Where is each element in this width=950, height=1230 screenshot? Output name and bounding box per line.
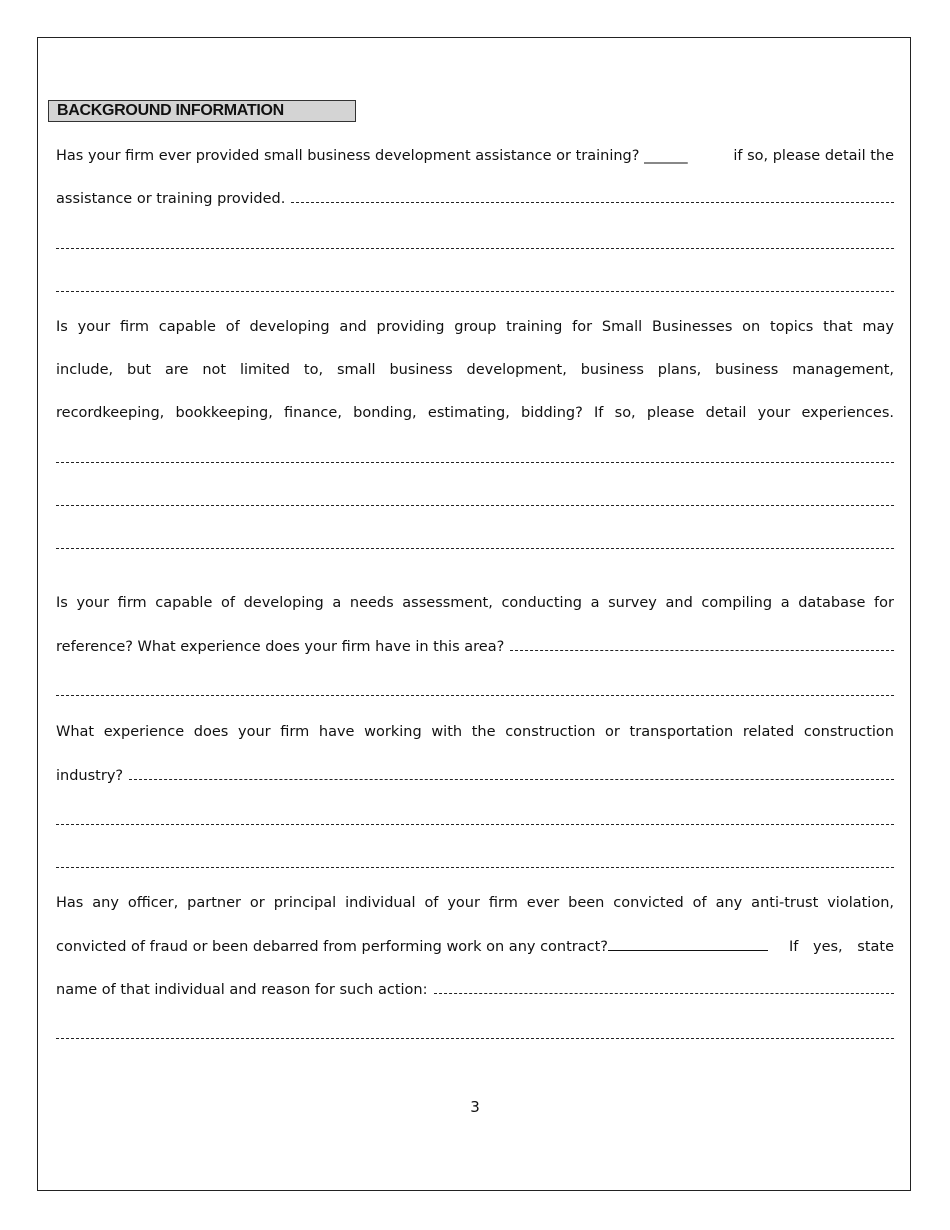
- question-5-text-line-2: convicted of fraud or been debarred from performing work on any contract?: [56, 939, 608, 955]
- page-number: 3: [470, 1098, 480, 1116]
- question-1-answer-short-field[interactable]: ______: [644, 148, 688, 164]
- question-2-line-1: Is your firm capable of developing and providing group training for Small Businesses on topics that may: [56, 319, 894, 335]
- question-1-text-cont: if so, please detail the: [733, 148, 894, 164]
- question-4-answer-line[interactable]: [56, 824, 894, 825]
- question-4-answer-field[interactable]: [129, 762, 894, 780]
- question-1-text-line-2: assistance or training provided.: [56, 191, 286, 207]
- question-5-line-2: [56, 933, 894, 959]
- question-5-text-line-3: name of that individual and reason for such action:: [56, 982, 428, 998]
- question-2-answer-line[interactable]: [56, 462, 894, 463]
- question-4-line-2: [56, 762, 894, 788]
- question-3-line-1: Is your firm capable of developing a needs assessment, conducting a survey and compiling a database for: [56, 595, 894, 611]
- section-heading: BACKGROUND INFORMATION: [48, 100, 356, 122]
- question-3-answer-field[interactable]: [510, 633, 894, 651]
- question-4-text-line-2: industry?: [56, 768, 124, 784]
- question-1-line-2: [56, 185, 894, 211]
- question-5-name-field[interactable]: [434, 976, 895, 994]
- question-1-text: Has your firm ever provided small business development assistance or training?: [56, 148, 640, 164]
- question-2-answer-line[interactable]: [56, 548, 894, 549]
- question-1-line-1: [56, 143, 894, 169]
- question-5-text-cont: If yes, state: [789, 939, 894, 955]
- question-2-line-3: recordkeeping, bookkeeping, finance, bonding, estimating, bidding? If so, please detail your experiences.: [56, 405, 894, 421]
- question-4-line-1: What experience does your firm have working with the construction or transportation related construction: [56, 724, 894, 740]
- question-5-answer-line[interactable]: [56, 1038, 894, 1039]
- question-5-answer-field[interactable]: [608, 933, 768, 951]
- question-4-answer-line[interactable]: [56, 867, 894, 868]
- question-1-answer-line[interactable]: [56, 291, 894, 292]
- question-2-line-2: include, but are not limited to, small business development, business plans, business management,: [56, 362, 894, 378]
- question-1-answer-line[interactable]: [56, 248, 894, 249]
- question-3-answer-line[interactable]: [56, 695, 894, 696]
- question-2-answer-line[interactable]: [56, 505, 894, 506]
- question-1-answer-field[interactable]: [291, 185, 894, 203]
- question-5-line-1: Has any officer, partner or principal individual of your firm ever been convicted of any anti-trust violation,: [56, 895, 894, 911]
- question-5-line-3: [56, 976, 894, 1002]
- form-page: [37, 37, 911, 1191]
- question-3-text-line-2: reference? What experience does your firm have in this area?: [56, 639, 505, 655]
- question-3-line-2: [56, 633, 894, 659]
